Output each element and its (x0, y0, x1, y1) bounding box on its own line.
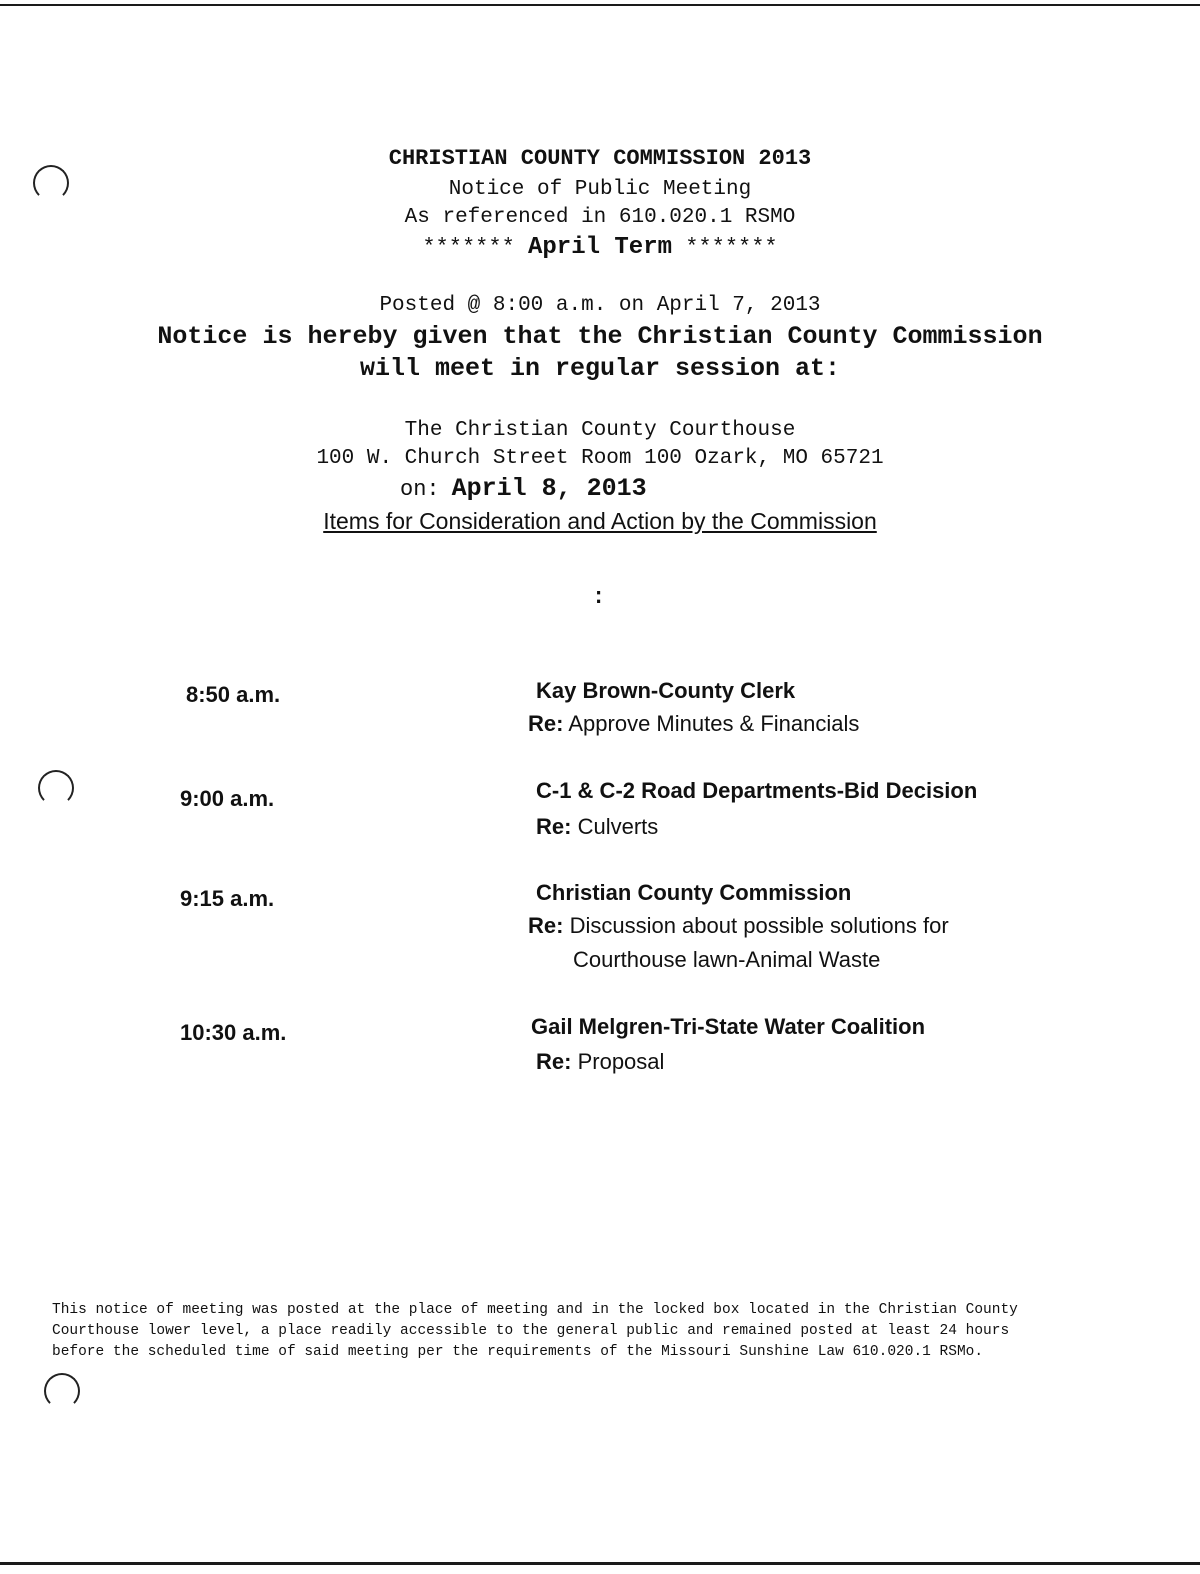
date-label: on: (400, 477, 440, 502)
agenda-item-1-re (528, 711, 859, 737)
agenda-item-4-re-text: Proposal (577, 1049, 665, 1074)
agenda-item-3-re-continued: Courthouse lawn-Animal Waste (573, 947, 881, 972)
agenda-item-3-re (528, 913, 949, 939)
agenda-item-4-re (536, 1049, 664, 1075)
term-stars-right: ******* (685, 235, 778, 260)
statute-reference: As referenced in 610.020.1 RSMO (404, 206, 796, 229)
meeting-date-line (400, 474, 647, 503)
re-label: Re: (536, 1049, 572, 1074)
posting-compliance-note: This notice of meeting was posted at the place of meeting and in the locked box located in the Christian County Courthouse lower level, a place readily accessible to the general public and remained posted at least 24 hours before the scheduled time of said meeting per the requirements of the Missouri Sunshine Law 610.020.1 RSMo. (52, 1302, 1018, 1360)
notice-line-1: Notice is hereby given that the Christian County Commission (157, 322, 1043, 351)
agenda-item-4-time: 10:30 a.m. (180, 1020, 287, 1045)
agenda-item-4-title: Gail Melgren-Tri-State Water Coalition (531, 1014, 926, 1039)
re-label: Re: (528, 913, 564, 938)
notice-line-2: will meet in regular session at: (359, 354, 841, 383)
term-name: April Term (527, 234, 673, 261)
punch-hole-bottom (44, 1373, 80, 1409)
agenda-item-2-time: 9:00 a.m. (180, 786, 275, 811)
agenda-item-1-re-text: Approve Minutes & Financials (568, 711, 860, 736)
page-top-edge (0, 4, 1200, 6)
agenda-item-3-time: 9:15 a.m. (180, 886, 275, 911)
document-title: CHRISTIAN COUNTY COMMISSION 2013 (388, 146, 812, 171)
meeting-date: April 8, 2013 (451, 474, 647, 503)
agenda-item-2-re-text: Culverts (577, 814, 659, 839)
agenda-separator: : (592, 585, 606, 610)
term-stars-left: ******* (422, 235, 515, 260)
location-building: The Christian County Courthouse (404, 419, 796, 442)
re-label: Re: (536, 814, 572, 839)
punch-hole-middle (38, 770, 74, 806)
agenda-item-1-title: Kay Brown-County Clerk (536, 678, 796, 703)
agenda-heading: Items for Consideration and Action by the Commission (323, 508, 877, 534)
agenda-item-2-title: C-1 & C-2 Road Departments-Bid Decision (536, 778, 978, 803)
term-line (0, 234, 1200, 261)
re-label: Re: (528, 711, 564, 736)
agenda-item-3-re-text: Discussion about possible solutions for (569, 913, 949, 938)
agenda-item-2-re (536, 814, 658, 840)
location-address: 100 W. Church Street Room 100 Ozark, MO 65721 (316, 447, 884, 470)
page-bottom-edge (0, 1562, 1200, 1565)
document-subtitle: Notice of Public Meeting (448, 178, 752, 201)
agenda-item-1-time: 8:50 a.m. (186, 682, 281, 707)
posted-line: Posted @ 8:00 a.m. on April 7, 2013 (379, 294, 821, 317)
agenda-item-3-title: Christian County Commission (536, 880, 852, 905)
